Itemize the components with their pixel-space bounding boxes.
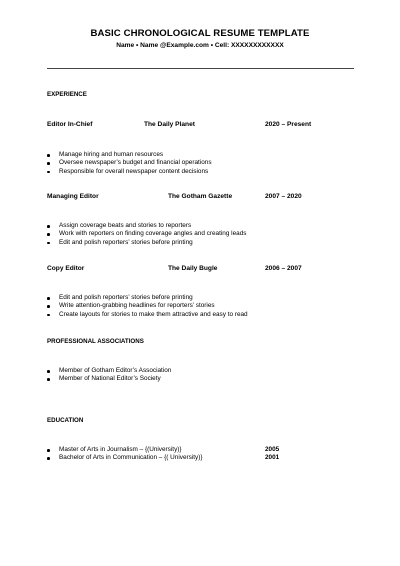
job-bullets-editor-in-chief [47, 151, 212, 176]
resume-title: BASIC CHRONOLOGICAL RESUME TEMPLATE [90, 28, 310, 39]
job-bullets-copy-editor [47, 294, 248, 319]
job-bullets-managing-editor [47, 222, 246, 247]
bullet-icon [47, 225, 50, 228]
list-item: Write attention-grabbing headlines for reporters’ stories [47, 302, 248, 310]
list-item: Manage hiring and human resources [47, 151, 212, 159]
bullet-icon [47, 242, 50, 245]
list-item: Create layouts for stories to make them attractive and easy to read [47, 311, 248, 319]
job-dates: 2006 – 2007 [265, 265, 302, 272]
bullet-icon [47, 305, 50, 308]
job-dates: 2007 – 2020 [265, 193, 302, 200]
bullet-icon [47, 314, 50, 317]
contact-line: Name • Name @Example.com • Cell: XXXXXXXXXXXX [116, 42, 284, 49]
job-organization: The Daily Bugle [168, 265, 218, 272]
job-title: Editor In-Chief [47, 121, 93, 128]
job-title: Copy Editor [47, 265, 85, 272]
list-item: Oversee newspaper’s budget and financial operations [47, 159, 212, 167]
job-entry-editor-in-chief [47, 121, 347, 131]
experience-heading: EXPERIENCE [47, 91, 87, 98]
list-item: Assign coverage beats and stories to reporters [47, 222, 246, 230]
list-item: Edit and polish reporters’ stories before printing [47, 239, 246, 247]
education-degree: Master of Arts in Journalism – {(University)} [59, 446, 182, 453]
bullet-icon [47, 370, 50, 373]
education-degree: Bachelor of Arts in Communication – {( University)} [59, 454, 203, 462]
bullet-icon [47, 171, 50, 174]
header-divider [47, 68, 354, 69]
bullet-icon [47, 154, 50, 157]
job-title: Managing Editor [47, 193, 99, 200]
job-entry-managing-editor [47, 193, 347, 203]
job-entry-copy-editor [47, 265, 347, 275]
job-organization: The Gotham Gazette [168, 193, 233, 200]
bullet-icon [47, 378, 50, 381]
bullet-icon [47, 162, 50, 165]
bullet-icon [47, 297, 50, 300]
education-list [47, 446, 280, 463]
list-item: Member of Gotham Editor’s Association [47, 367, 171, 375]
associations-list [47, 367, 171, 384]
bullet-icon [47, 457, 50, 460]
list-item: Responsible for overall newspaper content decisions [47, 168, 212, 176]
education-year: 2001 [265, 454, 280, 462]
list-item: Edit and polish reporters’ stories before printing [47, 294, 248, 302]
job-organization: The Daily Planet [144, 121, 195, 128]
list-item [47, 454, 280, 462]
job-dates: 2020 – Present [265, 121, 312, 128]
associations-heading: PROFESSIONAL ASSOCIATIONS [47, 338, 144, 345]
list-item: Work with reporters on finding coverage angles and creating leads [47, 230, 246, 238]
education-year: 2005 [265, 446, 280, 453]
list-item: Member of National Editor’s Society [47, 375, 171, 383]
bullet-icon [47, 449, 50, 452]
list-item [47, 446, 280, 454]
bullet-icon [47, 233, 50, 236]
education-heading: EDUCATION [47, 417, 84, 424]
